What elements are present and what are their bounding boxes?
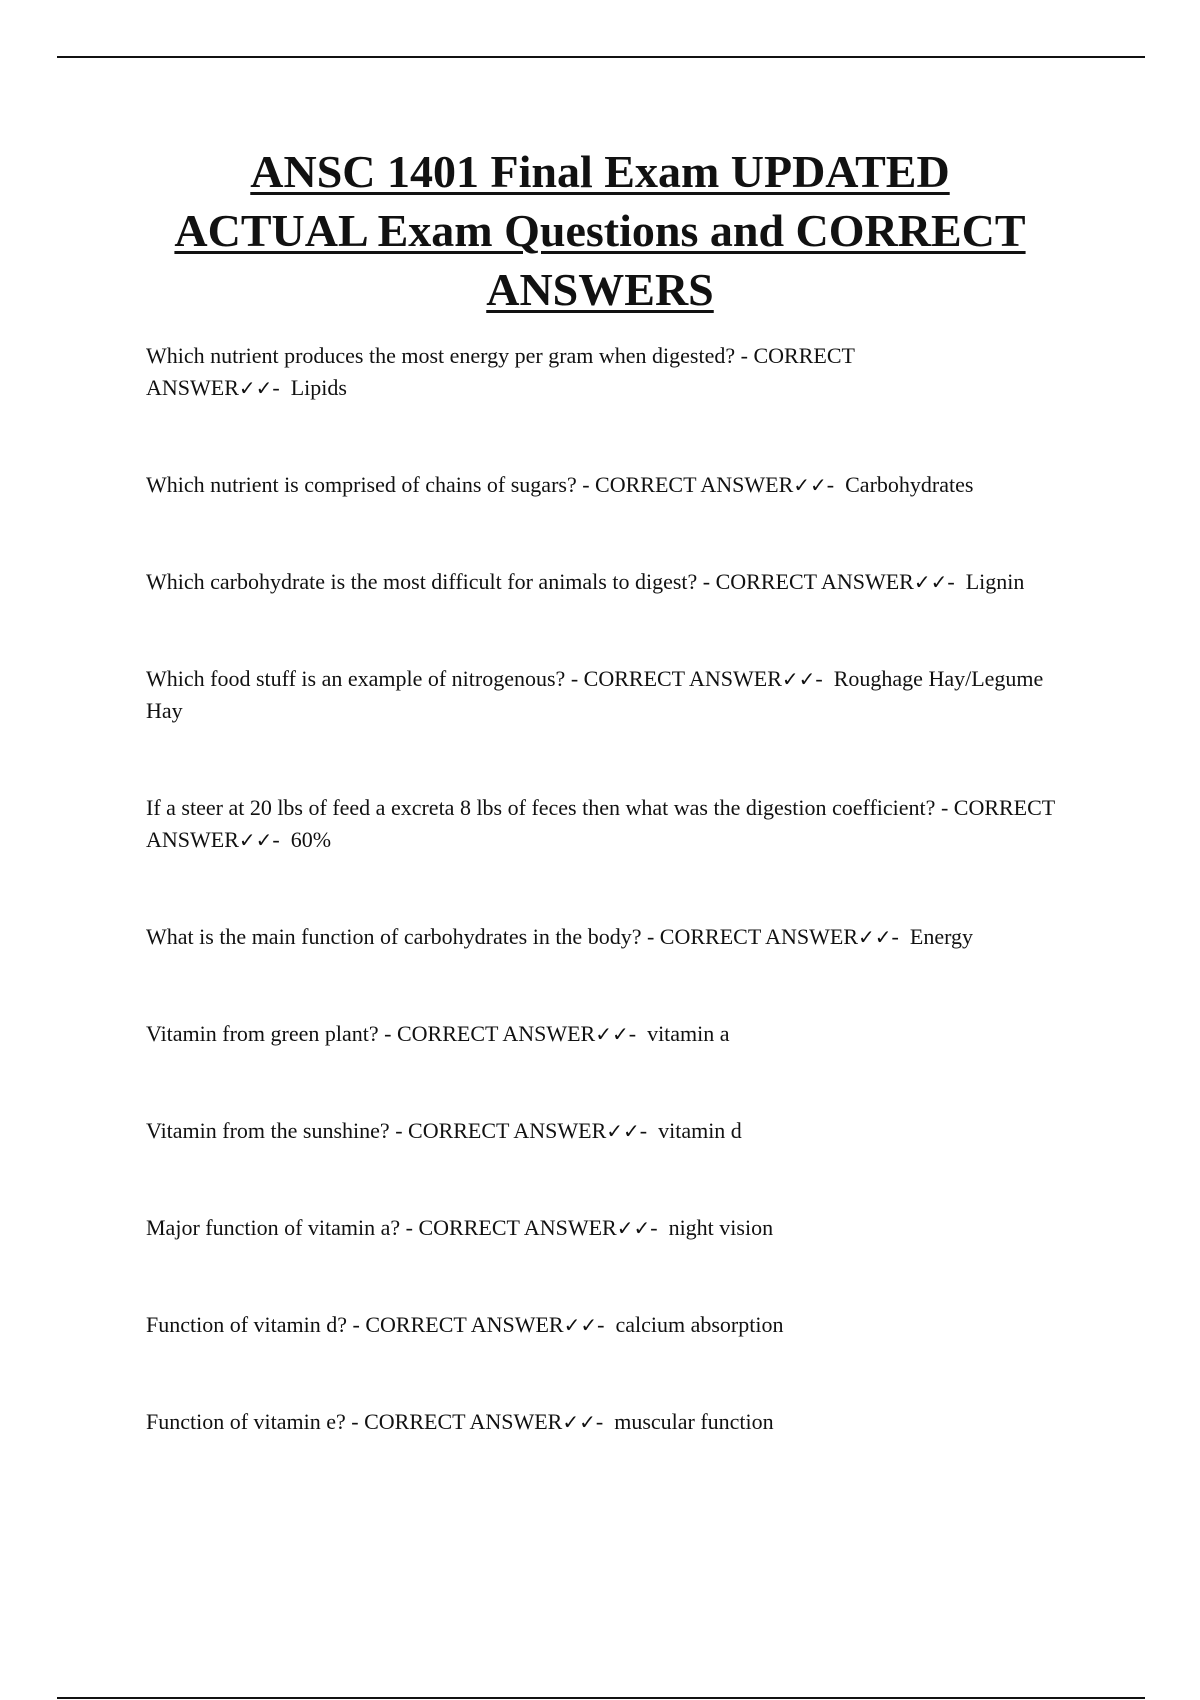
check-icon: ✓✓ [238,376,273,400]
answer-separator: - [272,827,291,852]
top-rule [57,56,1145,58]
qa-item [146,566,1056,598]
question-text: Which nutrient is comprised of chains of sugars? [146,472,577,497]
qa-item [146,1018,1056,1050]
answer-label: - CORRECT ANSWER [582,472,794,497]
answer-label: - CORRECT ANSWER [405,1215,617,1240]
check-icon: ✓✓ [793,473,827,497]
answer-text: Lignin [965,569,1025,594]
answer-separator: - [639,1118,659,1143]
answer-separator: - [826,472,846,497]
question-text: Major function of vitamin a? [146,1215,401,1240]
check-icon: ✓✓ [562,1410,596,1434]
bottom-rule [57,1697,1145,1699]
question-text: Which carbohydrate is the most difficult for animals to digest? [146,569,698,594]
answer-text: Energy [909,924,974,949]
answer-text: vitamin a [647,1021,730,1046]
answer-separator: - [947,569,966,594]
check-icon: ✓✓ [595,1022,629,1046]
answer-label: - CORRECT ANSWER [646,924,859,949]
answer-text: calcium absorption [615,1312,784,1337]
check-icon: ✓✓ [781,667,816,691]
qa-item [146,1309,1056,1341]
answer-separator: - [628,1021,648,1046]
answer-label: - CORRECT ANSWER [146,795,1055,852]
check-icon: ✓✓ [616,1216,651,1240]
answer-text: vitamin d [658,1118,742,1143]
qa-item [146,792,1056,856]
question-answer-list [146,340,1056,1503]
answer-separator: - [815,666,834,691]
check-icon: ✓✓ [858,925,892,949]
answer-text: Lipids [290,375,347,400]
check-icon: ✓✓ [606,1119,640,1143]
qa-item [146,469,1056,501]
title-line-1: ANSC 1401 Final Exam UPDATED [250,146,950,197]
qa-item [146,1406,1056,1438]
answer-separator: - [595,1409,615,1434]
answer-label: - CORRECT ANSWER [352,1312,564,1337]
answer-label: - CORRECT ANSWER [351,1409,563,1434]
answer-label: - CORRECT ANSWER [702,569,914,594]
check-icon: ✓✓ [563,1313,598,1337]
answer-separator: - [650,1215,669,1240]
answer-separator: - [597,1312,616,1337]
check-icon: ✓✓ [913,570,948,594]
answer-label: - CORRECT ANSWER [146,343,855,400]
question-text: Which nutrient produces the most energy per gram when digested? [146,343,736,368]
question-text: Function of vitamin d? [146,1312,348,1337]
qa-item [146,1115,1056,1147]
answer-text: muscular function [614,1409,774,1434]
answer-separator: - [272,375,291,400]
qa-item [146,1212,1056,1244]
answer-label: - CORRECT ANSWER [384,1021,596,1046]
title-line-2: ACTUAL Exam Questions and CORRECT [174,205,1026,256]
question-text: If a steer at 20 lbs of feed a excreta 8 lbs of feces then what was the digestion coefficient? [146,795,936,820]
qa-item [146,340,1056,404]
answer-text: Carbohydrates [845,472,974,497]
qa-item [146,921,1056,953]
answer-label: - CORRECT ANSWER [395,1118,607,1143]
qa-item [146,663,1056,727]
title-line-3: ANSWERS [486,264,714,315]
question-text: Vitamin from green plant? [146,1021,379,1046]
answer-label: - CORRECT ANSWER [570,666,782,691]
answer-text: night vision [668,1215,774,1240]
answer-text: Roughage Hay/Legume Hay [146,666,1044,723]
answer-text: 60% [290,827,332,852]
question-text: Which food stuff is an example of nitrogenous? [146,666,566,691]
question-text: Vitamin from the sunshine? [146,1118,390,1143]
question-text: Function of vitamin e? [146,1409,346,1434]
answer-separator: - [891,924,910,949]
question-text: What is the main function of carbohydrates in the body? [146,924,642,949]
check-icon: ✓✓ [238,828,273,852]
document-title [60,142,1140,319]
